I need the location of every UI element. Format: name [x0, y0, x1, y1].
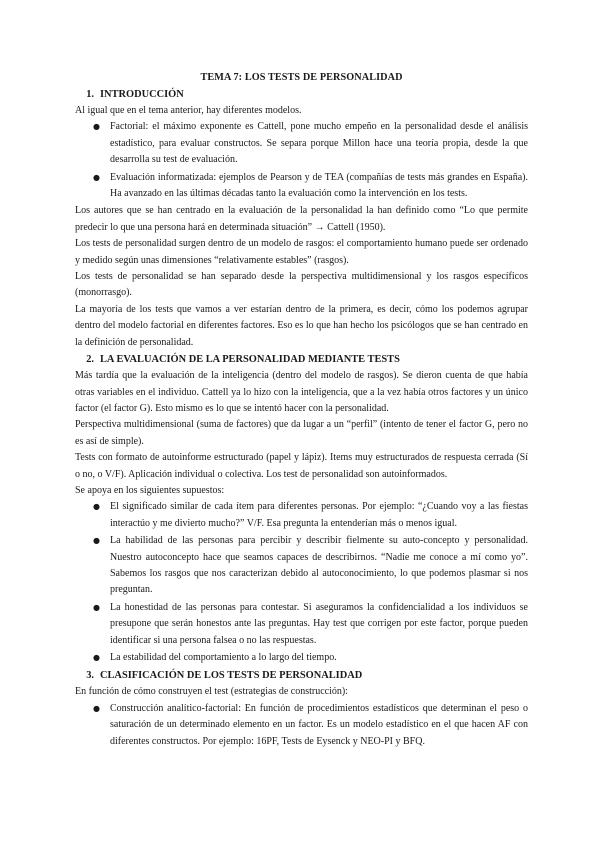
- bullet-list: [75, 499, 528, 666]
- paragraph: Más tardía que la evaluación de la inteligencia (dentro del modelo de rasgos). Se dieron cuenta de que había otras variables en el individuo. Cattell ya lo hizo con la inteligencia, que a la vez había otros factores y un único factor (el factor G). Esto mismo es lo que se intentó hacer con la personalidad.: [75, 370, 528, 414]
- bullet-icon: ●: [93, 703, 100, 713]
- list-item-text: La honestidad de las personas para contestar. Si aseguramos la confidencialidad a los individuos se presupone que serán honestos ante las preguntas. Hay test que corrigen por este factor, porque pueden identificar si una persona falsea o no las respuestas.: [110, 601, 528, 646]
- section-heading-clasificacion: [75, 667, 528, 684]
- paragraph: Perspectiva multidimensional (suma de factores) que da lugar a un “perfil” (intento de tener el factor G, pero no es así de simple).: [75, 419, 528, 447]
- list-item: [93, 499, 528, 532]
- list-item: [93, 650, 528, 666]
- list-item: [93, 701, 528, 750]
- paragraph: Al igual que en el tema anterior, hay diferentes modelos.: [75, 105, 302, 116]
- section-number: 2.: [86, 354, 94, 366]
- section-title: CLASIFICACIÓN DE LOS TESTS DE PERSONALIDAD: [100, 670, 363, 682]
- section-number: 3.: [86, 670, 94, 682]
- list-item: [93, 119, 528, 168]
- section-title: LA EVALUACIÓN DE LA PERSONALIDAD MEDIANTE TESTS: [100, 354, 400, 366]
- bullet-icon: ●: [93, 172, 100, 182]
- list-item-text: La habilidad de las personas para percibir y describir fielmente su auto-concepto y personalidad. Nuestro autoconcepto hace que seamos capaces de describirnos. “Nadie me conoce a mí como yo”. Sabemos los rasgos que nos caracterizan debido al autoconocimiento, lo que podemos plasmar si nos preguntan.: [110, 535, 528, 596]
- bullet-list: [75, 701, 528, 750]
- paragraph: Se apoya en los siguientes supuestos:: [75, 484, 225, 496]
- bullet-icon: ●: [93, 122, 100, 132]
- list-item-text: Factorial: el máximo exponente es Cattell, pone mucho empeño en la personalidad desde el análisis estadístico, para evaluar constructos. Se separa porque Millon hace una teoría propia, desde la que desarrolla su test de evaluación.: [110, 121, 528, 166]
- paragraph: La mayoría de los tests que vamos a ver estarían dentro de la primera, es decir, cómo los podemos agrupar dentro del modelo factorial en diferentes factores. Eso es lo que han hecho los psicólogos que se han centrado en la definición de personalidad.: [75, 303, 528, 348]
- document-page: [75, 70, 528, 751]
- list-item-text: Evaluación informatizada: ejemplos de Pearson y de TEA (compañías de tests más grandes en España). Ha avanzado en las últimas décadas tanto la evaluación como la intervención en los tests.: [110, 171, 528, 200]
- document-title: TEMA 7: LOS TESTS DE PERSONALIDAD: [200, 72, 403, 83]
- bullet-icon: ●: [93, 502, 100, 512]
- section-heading-evaluacion: [75, 351, 528, 368]
- list-item: [93, 533, 528, 599]
- paragraph: Tests con formato de autoinforme estructurado (papel y lápiz). Items muy estructurados de respuesta cerrada (Sí o no, o V/F). Aplicación individual o colectiva. Los test de personalidad son autoinformados.: [75, 452, 528, 480]
- section-title: INTRODUCCIÓN: [100, 89, 184, 100]
- list-item: [93, 600, 528, 649]
- paragraph: Los tests de personalidad surgen dentro de un modelo de rasgos: el comportamiento humano puede ser ordenado y medido según unas dimensiones “relativamente estables” (rasgos).: [75, 238, 528, 266]
- paragraph: Los tests de personalidad se han separado desde la perspectiva multidimensional y los rasgos específicos (monorrasgo).: [75, 271, 528, 299]
- bullet-icon: ●: [93, 602, 100, 612]
- bullet-list: [75, 119, 528, 202]
- list-item-text: El significado similar de cada ítem para diferentes personas. Por ejemplo: “¿Cuando voy a las fiestas interactúo y me divierto mucho?” V/F. Esa pregunta la entenderían más o menos igual.: [110, 501, 528, 529]
- section-heading-introduccion: [75, 86, 528, 103]
- paragraph: En función de cómo construyen el test (estrategias de construcción):: [75, 686, 348, 698]
- list-item-text: La estabilidad del comportamiento a lo largo del tiempo.: [110, 652, 337, 663]
- section-number: 1.: [86, 89, 94, 100]
- bullet-icon: ●: [93, 653, 100, 662]
- paragraph: Los autores que se han centrado en la evaluación de la personalidad la han definido como “Lo que permite predecir lo que una persona hará en determinada situación” → Cattell (1950).: [75, 205, 528, 233]
- bullet-icon: ●: [93, 536, 100, 546]
- list-item: [93, 170, 528, 203]
- list-item-text: Construcción analítico-factorial: En función de procedimientos estadísticos que determinan el peso o saturación de un determinado elemento en un factor. Es un modelo estadístico en el que hacen AF con diferentes constructos. Por ejemplo: 16PF, Tests de Eysenck y NEO-PI y BFQ.: [110, 702, 528, 747]
